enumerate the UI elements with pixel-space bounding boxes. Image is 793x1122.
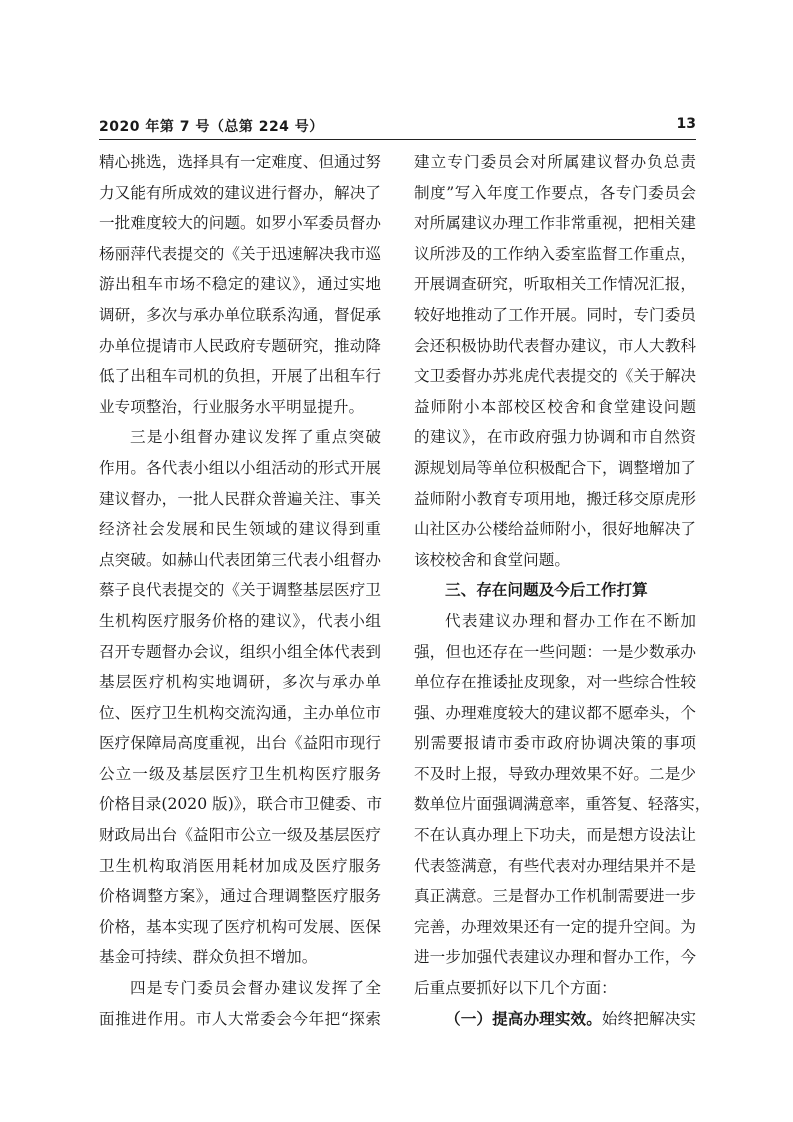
text-line: 公立一级及基层医疗卫生机构医疗服务	[99, 764, 381, 783]
text-line: 山社区办公楼给益师附小，很好地解决了	[414, 520, 696, 539]
text-line: 三是小组督办建议发挥了重点突破	[130, 428, 381, 447]
header-divider	[99, 139, 696, 140]
text-line: 会还积极协助代表督办建议，市人大教科	[414, 336, 696, 355]
text-line: 益师附小本部校区校舍和食堂建设问题	[414, 397, 696, 416]
text-line: 的建议》，在市政府强力协调和市自然资	[414, 428, 696, 447]
text-line: 真正满意。三是督办工作机制需要进一步	[414, 887, 696, 906]
text-line: 召开专题督办会议，组织小组全体代表到	[99, 642, 381, 661]
text-line: 强、办理难度较大的建议都不愿牵头，个	[414, 703, 696, 722]
text-line: 业专项整治，行业服务水平明显提升。	[99, 397, 365, 416]
text-line: 财政局出台《益阳市公立一级及基层医疗	[99, 826, 381, 845]
text-line: 基层医疗机构实地调研，多次与承办单	[99, 673, 381, 692]
text-line: 建议督办，一批人民群众普遍关注、事关	[99, 489, 381, 508]
text-line: 源规划局等单位积极配合下，调整增加了	[414, 458, 696, 477]
text-line: 四是专门委员会督办建议发挥了全	[130, 979, 381, 998]
text-line: 制度”写入年度工作要点，各专门委员会	[414, 183, 696, 202]
text-line: 经济社会发展和民生领域的建议得到重	[99, 520, 381, 539]
text-line: 医疗保障局高度重视，出台《益阳市现行	[99, 734, 381, 753]
text-line: 价格目录(2020 版)》，联合市卫健委、市	[99, 795, 382, 814]
text-line: 单位存在推诿扯皮现象，对一些综合性较	[414, 673, 696, 692]
issue-label: 2020 年第 7 号（总第 224 号）	[99, 119, 324, 135]
text-line: 力又能有所成效的建议进行督办，解决了	[99, 183, 381, 202]
text-line: 较好地推动了工作开展。同时，专门委员	[414, 305, 696, 324]
text-line: 作用。各代表小组以小组活动的形式开展	[99, 458, 381, 477]
text-line: 数单位片面强调满意率，重答复、轻落实，	[414, 795, 711, 814]
text-line: 议所涉及的工作纳入委室监督工作重点，	[414, 244, 696, 263]
text-line: 别需要报请市委市政府协调决策的事项	[414, 734, 696, 753]
text-line: 该校校舍和食堂问题。	[414, 550, 570, 569]
text-line: 价格，基本实现了医疗机构可发展、医保	[99, 917, 381, 936]
text-line: 代表建议办理和督办工作在不断加	[445, 611, 696, 630]
text-line: 调研，多次与承办单位联系沟通，督促承	[99, 305, 381, 324]
text-line: 点突破。如赫山代表团第三代表小组督办	[99, 550, 381, 569]
page-header	[99, 116, 696, 138]
text-line: 杨丽萍代表提交的《关于迅速解决我市巡	[99, 244, 381, 263]
text-line: 建立专门委员会对所属建议督办负总责	[414, 153, 696, 171]
text-line: 基金可持续、群众负担不增加。	[99, 948, 318, 967]
text-line: 进一步加强代表建议办理和督办工作，今	[414, 948, 696, 967]
text-line: 代表签满意，有些代表对办理结果并不是	[414, 856, 696, 875]
text-line: 对所属建议办理工作非常重视，把相关建	[414, 214, 696, 233]
text-line: 面推进作用。市人大常委会今年把“探索	[99, 1009, 381, 1028]
text-line: 生机构医疗服务价格的建议》，代表小组	[99, 611, 381, 630]
text-line: 后重点要抓好以下几个方面：	[414, 979, 617, 998]
left-text-column	[99, 147, 381, 1034]
text-line: 完善，办理效果还有一定的提升空间。为	[414, 917, 696, 936]
page-number: 13	[676, 116, 696, 132]
text-line: 文卫委督办苏兆虎代表提交的《关于解决	[414, 367, 696, 386]
text-line: 卫生机构取消医用耗材加成及医疗服务	[99, 856, 381, 875]
text-line: 精心挑选，选择具有一定难度、但通过努	[99, 153, 381, 171]
text-line: 强，但也还存在一些问题：一是少数承办	[414, 642, 696, 661]
text-line: 游出租车市场不稳定的建议》，通过实地	[99, 275, 381, 294]
text-line: 办单位提请市人民政府专题研究，推动降	[99, 336, 381, 355]
text-line: 一批难度较大的问题。如罗小军委员督办	[99, 214, 381, 233]
text-line: 不在认真办理上下功夫，而是想方设法让	[414, 826, 696, 845]
text-line: 不及时上报，导致办理效果不好。二是少	[414, 764, 696, 783]
text-line: （一）提高办理实效。始终把解决实	[445, 1008, 696, 1028]
text-line: 蔡子良代表提交的《关于调整基层医疗卫	[99, 581, 381, 600]
subheading-text: （一）提高办理实效。	[445, 1008, 602, 1028]
text-line: 益师附小教育专项用地，搬迁移交原虎形	[414, 489, 696, 508]
section-heading: 三、存在问题及今后工作打算	[445, 581, 648, 600]
text-line: 价格调整方案》，通过合理调整医疗服务	[99, 887, 381, 906]
text-line: 低了出租车司机的负担，开展了出租车行	[99, 367, 381, 386]
text-line: 开展调查研究，听取相关工作情况汇报，	[414, 275, 696, 294]
text-line: 位、医疗卫生机构交流沟通，主办单位市	[99, 703, 381, 722]
right-text-column	[414, 147, 711, 1034]
